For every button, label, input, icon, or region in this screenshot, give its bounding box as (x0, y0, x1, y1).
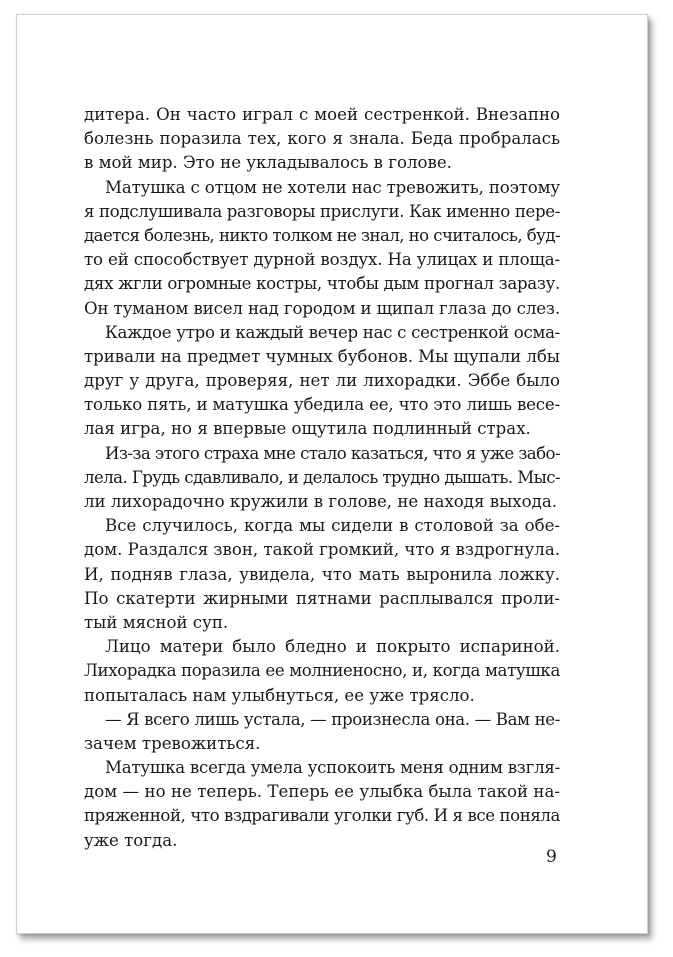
book-page (16, 14, 648, 934)
text-line: дом — но не теперь. Теперь ее улыбка была такой на- (84, 782, 560, 802)
text-line: я подслушивала разговоры прислуги. Как именно пере- (84, 201, 560, 221)
body-text (84, 103, 560, 853)
text-line: лела. Грудь сдавливало, и делалось трудно дышать. Мыс- (84, 467, 560, 487)
text-line: пряженной, что вздрагивали уголки губ. И я все поняла (84, 806, 560, 826)
text-line: то ей способствует дурной воздух. На улицах и площа- (84, 250, 560, 270)
text-line: Матушка всегда умела успокоить меня одним взгля- (105, 758, 560, 778)
text-line: дается болезнь, никто толком не знал, но считалось, буд- (84, 225, 560, 245)
text-line: Каждое утро и каждый вечер нас с сестренкой осма- (105, 322, 560, 342)
text-line: уже тогда. (84, 830, 178, 850)
page-number: 9 (546, 847, 557, 867)
text-line: — Я всего лишь устала, — произнесла она. — Вам не- (105, 709, 560, 729)
text-line: тый мясной суп. (84, 612, 229, 632)
text-line: дях жгли огромные костры, чтобы дым прогнал заразу. (84, 274, 560, 294)
text-line: ли лихорадочно кружили в голове, не находя выхода. (84, 492, 558, 511)
text-line: Он туманом висел над городом и щипал глаза до слез. (84, 298, 560, 318)
text-line: зачем тревожиться. (84, 733, 261, 753)
text-line: попыталась нам улыбнуться, ее уже трясло. (84, 685, 475, 705)
text-line: И, подняв глаза, увидела, что мать выронила ложку. (84, 564, 560, 584)
text-line: По скатерти жирными пятнами расплывался проли- (84, 588, 560, 608)
text-line: Матушка с отцом не хотели нас тревожить, поэтому (105, 177, 560, 197)
text-line: только пять, и матушка убедила ее, что это лишь весе- (84, 395, 560, 415)
text-line: тривали на предмет чумных бубонов. Мы щупали лбы (84, 346, 560, 366)
text-line: дом. Раздался звон, такой громкий, что я вздрогнула. (84, 540, 560, 560)
text-line: Лицо матери было бледно и покрыто испариной. (105, 637, 560, 657)
text-line: Все случилось, когда мы сидели в столовой за обе- (105, 516, 560, 536)
text-line: Лихорадка поразила ее молниеносно, и, когда матушка (84, 661, 560, 681)
text-line: болезнь поразила тех, кого я знала. Беда пробралась (84, 129, 560, 149)
text-line: друг у друга, проверяя, нет ли лихорадки. Эббе было (84, 371, 560, 391)
text-line: в мой мир. Это не укладывалось в голове. (84, 153, 452, 173)
text-line: лая игра, но я впервые ощутила подлинный страх. (84, 419, 531, 439)
text-line: Из-за этого страха мне стало казаться, что я уже забо- (105, 443, 560, 463)
text-line: дитера. Он часто играл с моей сестренкой. Внезапно (84, 105, 560, 124)
